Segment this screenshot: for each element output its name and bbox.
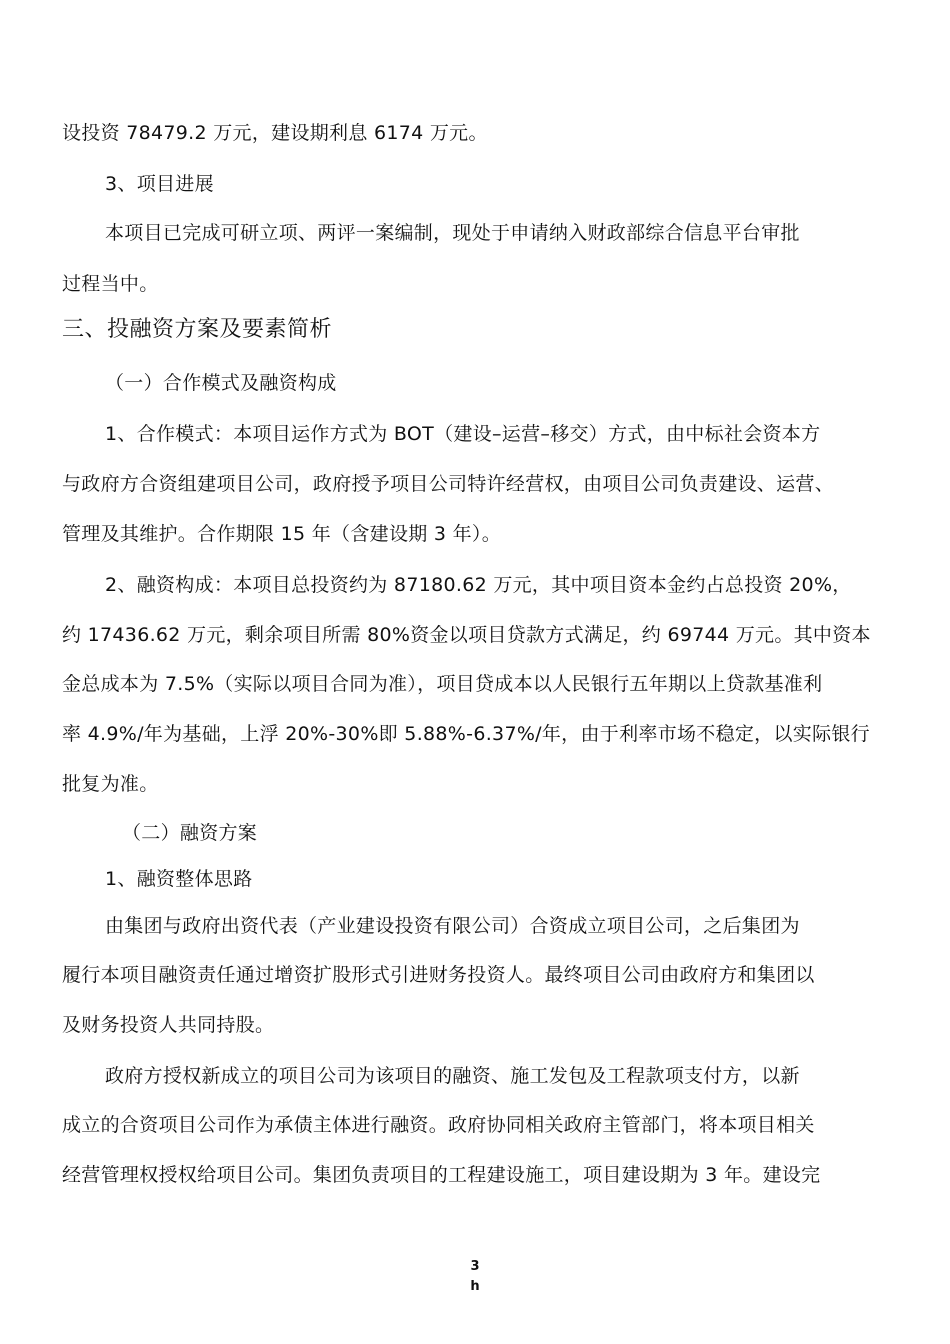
section-heading: 三、投融资方案及要素简析	[62, 317, 333, 342]
paragraph-line: 政府方授权新成立的项目公司为该项目的融资、施工发包及工程款项支付方，以新	[105, 1065, 800, 1087]
paragraph-line: 1、合作模式：本项目运作方式为 BOT（建设–运营–移交）方式，由中标社会资本方	[105, 423, 821, 445]
paragraph-line: 履行本项目融资责任通过增资扩股形式引进财务投资人。最终项目公司由政府方和集团以	[62, 964, 815, 986]
paragraph-line: 设投资 78479.2 万元，建设期利息 6174 万元。	[62, 122, 488, 144]
paragraph-line: 2、融资构成：本项目总投资约为 87180.62 万元，其中项目资本金约占总投资 20%，	[105, 574, 852, 596]
page-number: 3	[470, 1259, 480, 1274]
paragraph-line: 金总成本为 7.5%（实际以项目合同为准），项目贷成本以人民银行五年期以上贷款基准利	[62, 673, 823, 695]
subsection-heading: 1、融资整体思路	[105, 868, 253, 890]
paragraph-line: 率 4.9%/年为基础，上浮 20%-30%即 5.88%-6.37%/年，由于利率市场不稳定，以实际银行	[62, 723, 870, 745]
paragraph-line: 管理及其维护。合作期限 15 年（含建设期 3 年）。	[62, 523, 502, 545]
paragraph-line: 批复为准。	[62, 773, 159, 795]
subsection-heading: （二）融资方案	[122, 822, 258, 844]
paragraph-line: 由集团与政府出资代表（产业建设投资有限公司）合资成立项目公司，之后集团为	[105, 915, 800, 937]
paragraph-line: 与政府方合资组建项目公司，政府授予项目公司特许经营权，由项目公司负责建设、运营、	[62, 473, 835, 495]
subsection-heading: 3、项目进展	[105, 173, 214, 195]
paragraph-line: 约 17436.62 万元，剩余项目所需 80%资金以项目贷款方式满足，约 69744 万元。其中资本	[62, 624, 871, 646]
page-number-suffix: h	[470, 1279, 480, 1294]
paragraph-line: 成立的合资项目公司作为承债主体进行融资。政府协同相关政府主管部门，将本项目相关	[62, 1114, 815, 1136]
paragraph-line: 本项目已完成可研立项、两评一案编制，现处于申请纳入财政部综合信息平台审批	[105, 222, 800, 244]
paragraph-line: 过程当中。	[62, 273, 159, 295]
paragraph-line: 经营管理权授权给项目公司。集团负责项目的工程建设施工，项目建设期为 3 年。建设完	[62, 1164, 821, 1186]
paragraph-line: 及财务投资人共同持股。	[62, 1014, 275, 1036]
subsection-heading: （一）合作模式及融资构成	[105, 372, 337, 394]
